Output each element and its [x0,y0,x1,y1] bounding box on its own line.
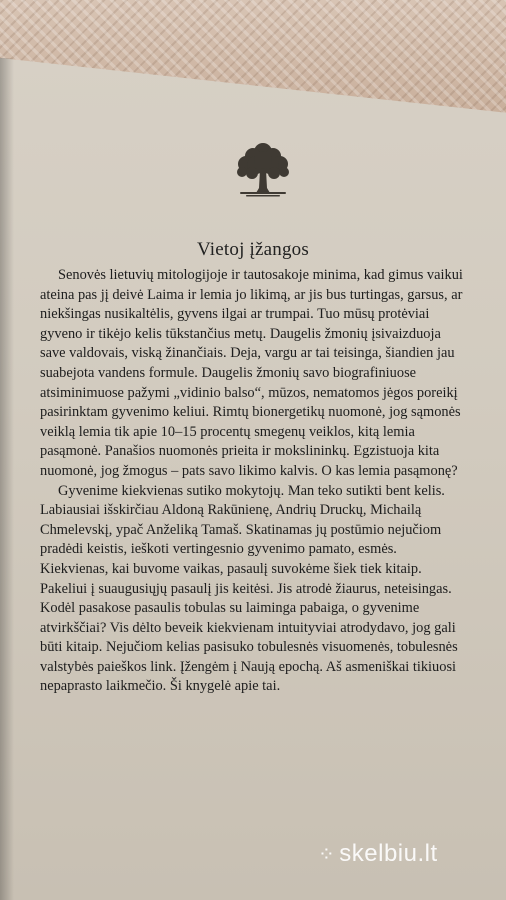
watermark-text: skelbiu.lt [339,840,438,867]
dots-icon: ⁘ [318,844,336,866]
tree-icon [232,136,294,200]
chapter-title: Vietoj įžangos [197,239,309,260]
paragraph: Gyvenime kiekvienas sutiko mokytojų. Man teko sutikti bent kelis. Labiausiai išskirčiau Aldoną Rakūnienę, Andrių Druckų, Michailą Chmelevskį, ypač Anželiką Tamaš. Skatinamas jų postūmio nejučiom pradėdi keistis, ieškoti vertingesnio gyvenimo pamato, esmės. Kiekvienas, kai buvome vaikas, pasaulį suvokėme šiek tiek kitaip. Pakeliui į suaugusiųjų pasaulį jis keitėsi. Jis atrodė žiaurus, neteisingas. Kodėl pasakose pasaulis tobulas su laiminga pabaiga, o gyvenime atvirkščiai? Vis dėlto beveik kiekvienam intuityviai atrodydavo, jog gali būti kitaip. Nejučiom kelias pasisuko tobulesnės visuomenės, tobulesnės valstybės paieškos link. Įžengėm į Naują epochą. Aš asmeniškai tikiuosi nepaprasto laikmečio. Ši knygelė apie tai. [40,482,458,695]
body-text [40,266,468,697]
spine-shadow [0,58,14,900]
watermark [318,840,438,868]
paragraph: Senovės lietuvių mitologijoje ir tautosakoje minima, kad gimus vaikui ateina pas jį deivė Laima ir lemia jo likimą, ar jis bus turtingas, garsus, ar niekšingas nusikaltėlis, gyvens ilgai ar trumpai. Tuo mūsų protėviai gyveno ir tikėjo kelis tūkstančius metų. Daugelis žmonių įsivaizduoja save valdovais, viską žinančiais. Deja, vargu ar tai teisinga, šiandien jau suabejota vandens formule. Daugelis žmonių savo biografiniuose atsiminimuose pažymi „vidinio balso“, mūzos, nematomos jėgos poreikį pasirinktam gyvenimo keliui. Rimtų bionergetikų nuomonė, jog sąmonės veiklą lemia tik apie 10–15 procentų smegenų veiklos, kitą lemia pasąmonė. Panašios nuomonės prieita ir mokslininkų. Egzistuoja kita nuomonė, jog žmogus – pats savo likimo kalvis. O kas lemia pasąmonę? [40,267,463,479]
